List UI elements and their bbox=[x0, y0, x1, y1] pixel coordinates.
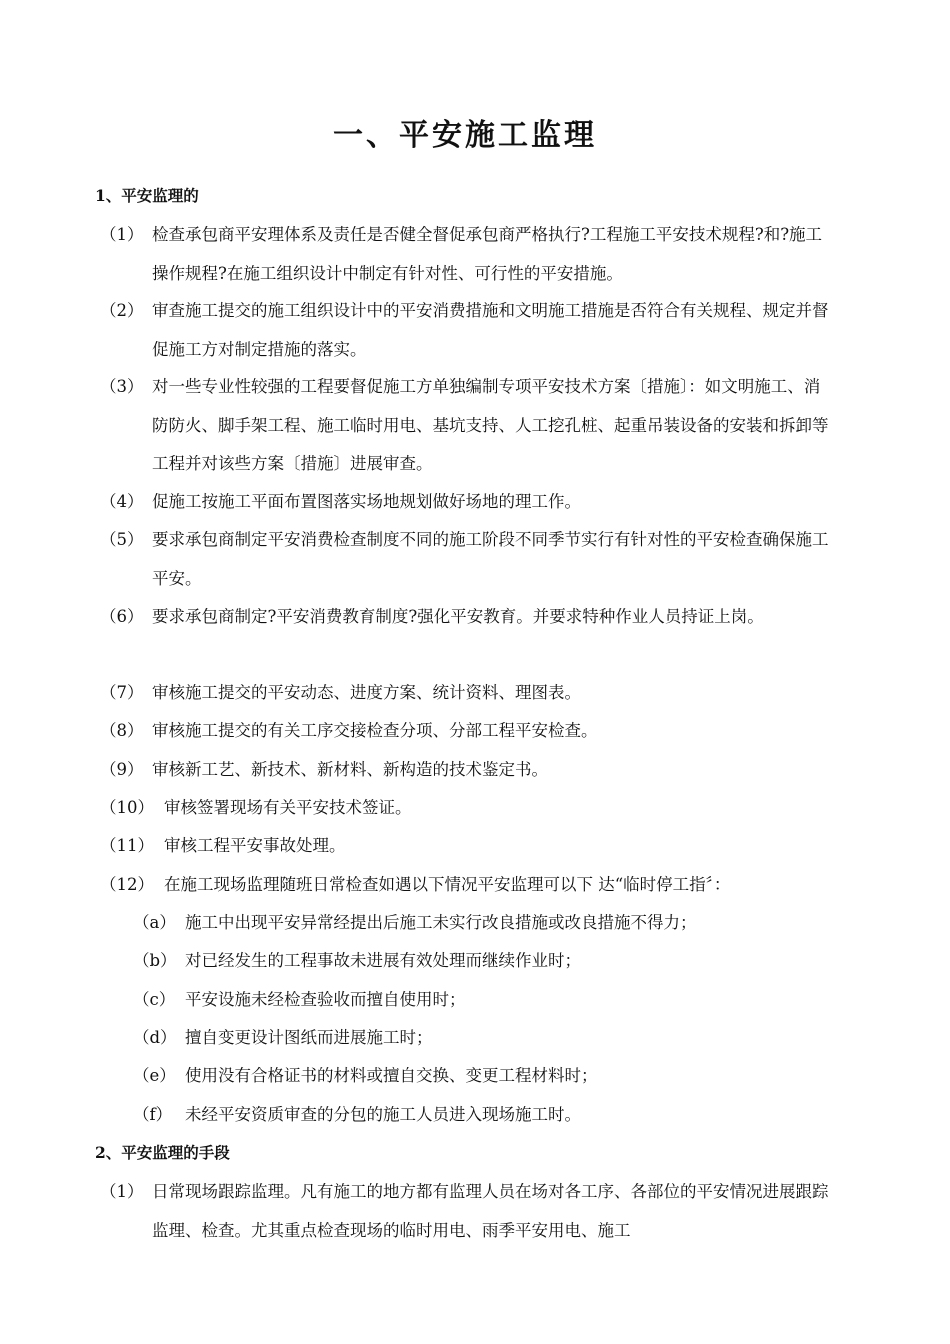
sub-list-item bbox=[133, 981, 833, 1020]
list-item bbox=[100, 827, 835, 866]
list-item bbox=[100, 598, 835, 637]
item-text: 平安设施未经检查验收而擅自使用时； bbox=[185, 990, 466, 1009]
item-number: （6） bbox=[100, 607, 144, 626]
sub-list-item bbox=[133, 942, 833, 981]
list-item bbox=[100, 483, 835, 522]
item-text: 对一些专业性较强的工程要督促施工方单独编制专项平安技术方案〔措施〕：如文明施工、消防防火、脚手架工程、施工临时用电、基坑支持、人工挖孔桩、起重吊装设备的安装和拆卸等工程并对该些方案〔措施〕进展审查。 bbox=[152, 377, 829, 473]
item-text: 使用没有合格证书的材料或擅自交换、变更工程材料时； bbox=[185, 1066, 598, 1085]
item-text: 施工中出现平安异常经提出后施工未实行改良措施或改良措施不得力； bbox=[185, 913, 697, 932]
item-text: 日常现场跟踪监理。凡有施工的地方都有监理人员在场对各工序、各部位的平安情况进展跟踪监理、检查。尤其重点检查现场的临时用电、雨季平安用电、施工 bbox=[152, 1182, 829, 1240]
item-text: 擅自变更设计图纸而进展施工时； bbox=[185, 1028, 433, 1047]
item-number: （a） bbox=[133, 913, 176, 932]
item-number: （1） bbox=[100, 1182, 144, 1201]
item-text: 促施工按施工平面布置图落实场地规划做好场地的理工作。 bbox=[152, 492, 581, 511]
item-number: （1） bbox=[100, 225, 144, 244]
section-1-heading: 1、平安监理的 bbox=[95, 186, 199, 205]
item-number: （4） bbox=[100, 492, 144, 511]
item-number: （2） bbox=[100, 301, 144, 320]
item-text: 审查施工提交的施工组织设计中的平安消费措施和文明施工措施是否符合有关规程、规定并督促施工方对制定措施的落实。 bbox=[152, 301, 829, 359]
page-title: 一、平安施工监理 bbox=[333, 118, 597, 153]
item-number: （e） bbox=[133, 1066, 176, 1085]
sub-list-item bbox=[133, 1096, 833, 1135]
item-text: 审核工程平安事故处理。 bbox=[164, 836, 346, 855]
item-number: （7） bbox=[100, 683, 144, 702]
item-text: 审核施工提交的有关工序交接检查分项、分部工程平安检查。 bbox=[152, 721, 598, 740]
item-text: 审核施工提交的平安动态、进度方案、统计资料、理图表。 bbox=[152, 683, 581, 702]
item-number: （b） bbox=[133, 951, 177, 970]
item-number: （f） bbox=[133, 1105, 173, 1124]
item-number: （d） bbox=[133, 1028, 177, 1047]
list-item bbox=[100, 674, 835, 713]
list-item bbox=[100, 216, 835, 293]
list-item bbox=[100, 712, 835, 751]
item-number: （12） bbox=[100, 875, 154, 894]
item-number: （c） bbox=[133, 990, 176, 1009]
item-number: （10） bbox=[100, 798, 154, 817]
item-text: 未经平安资质审查的分包的施工人员进入现场施工时。 bbox=[185, 1105, 581, 1124]
sub-list-item bbox=[133, 904, 833, 943]
item-number: （8） bbox=[100, 721, 144, 740]
item-number: （9） bbox=[100, 760, 144, 779]
list-item bbox=[100, 368, 835, 484]
item-text: 要求承包商制定平安消费检查制度不同的施工阶段不同季节实行有针对性的平安检查确保施工平安。 bbox=[152, 530, 829, 588]
sub-list-item bbox=[133, 1019, 833, 1058]
list-item bbox=[100, 789, 835, 828]
item-number: （5） bbox=[100, 530, 144, 549]
item-text: 检查承包商平安理体系及责任是否健全督促承包商严格执行?工程施工平安技术规程?和?施工操作规程?在施工组织设计中制定有针对性、可行性的平安措施。 bbox=[152, 225, 823, 283]
item-text: 审核签署现场有关平安技术签证。 bbox=[164, 798, 412, 817]
item-text: 要求承包商制定?平安消费教育制度?强化平安教育。并要求特种作业人员持证上岗。 bbox=[152, 607, 764, 626]
list-item bbox=[100, 521, 835, 598]
item-text: 审核新工艺、新技术、新材料、新构造的技术鉴定书。 bbox=[152, 760, 548, 779]
item-text: 在施工现场监理随班日常检查如遇以下情况平安监理可以下 达“临时停工指〞： bbox=[164, 875, 731, 894]
list-item bbox=[100, 292, 835, 369]
list-item bbox=[100, 866, 835, 905]
item-text: 对已经发生的工程事故未进展有效处理而继续作业时； bbox=[185, 951, 581, 970]
list-item bbox=[100, 751, 835, 790]
sub-list-item bbox=[133, 1057, 833, 1096]
list-item bbox=[100, 1173, 835, 1250]
item-number: （11） bbox=[100, 836, 154, 855]
section-2-heading: 2、平安监理的手段 bbox=[95, 1143, 230, 1162]
item-number: （3） bbox=[100, 377, 144, 396]
